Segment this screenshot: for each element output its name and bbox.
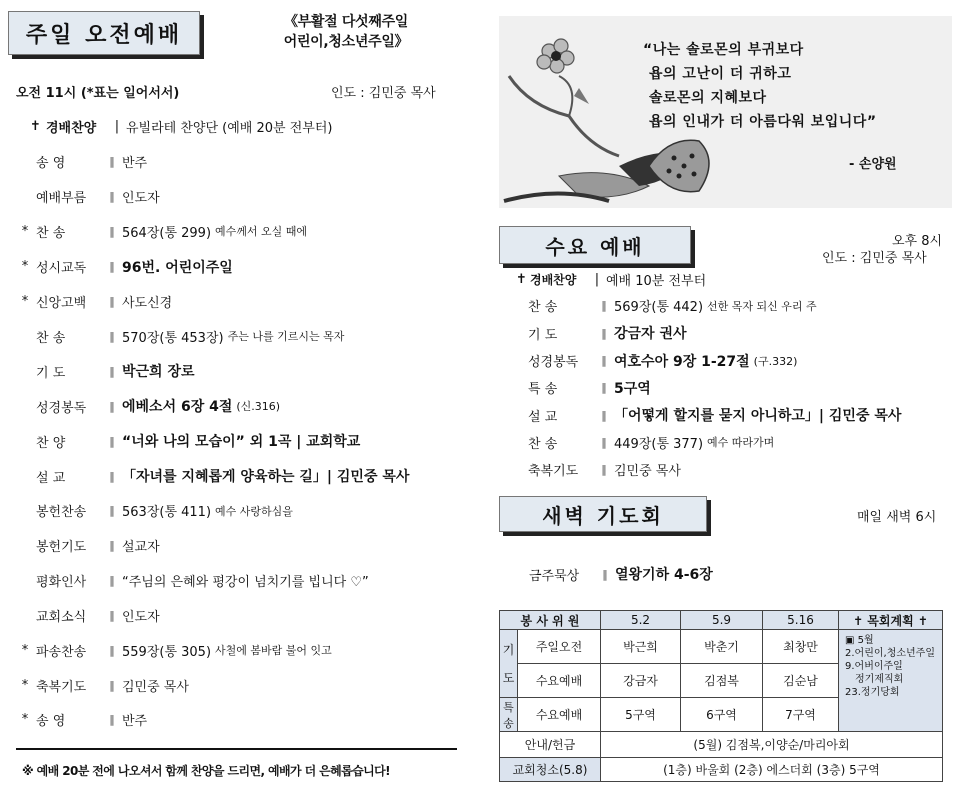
quote-line-4: 욥의 인내가 더 아름다워 보입니다” — [649, 114, 877, 130]
row-separator: ‖ — [602, 567, 608, 581]
wednesday-row-value: 「어떻게 할지를 묻지 아니하고」| 김민중 목사 — [614, 408, 902, 425]
worship-row-value: 인도자 — [122, 609, 160, 625]
plan-item: 23.정기당회 — [845, 687, 900, 698]
row-separator: ‖ — [601, 381, 607, 395]
row-separator: ‖ — [109, 329, 115, 343]
worship-row-label: 기 도 — [36, 365, 66, 381]
row-separator: ‖ — [601, 435, 607, 449]
weekly-meditation-row — [529, 564, 713, 584]
worship-row-value: “주님의 은혜와 평강이 넘치기를 빕니다 ♡” — [122, 574, 369, 590]
worship-row — [18, 710, 151, 729]
wednesday-row — [528, 296, 817, 315]
row-separator: ‖ — [109, 224, 115, 238]
cleaning-label: 교회청소(5.8) — [500, 758, 601, 782]
wednesday-row-label: 축복기도 — [528, 463, 579, 479]
table-header-row — [500, 611, 943, 630]
wednesday-row-value: 569장(통 442) — [614, 300, 704, 315]
table-cell: 6구역 — [681, 698, 763, 732]
worship-row-value: 563장(통 411) — [122, 505, 212, 520]
standing-marker: * — [21, 293, 29, 309]
worship-row-label: 송 영 — [36, 156, 66, 171]
worship-row-label: 축복기도 — [36, 679, 87, 695]
subtitle-line-1: 《부활절 다섯째주일 — [283, 14, 409, 30]
row-separator: ‖ — [109, 469, 115, 483]
worship-row — [18, 606, 164, 625]
table-cell: 강금자 — [601, 664, 681, 698]
row-separator: ‖ — [109, 643, 115, 657]
cross-icon: ✝ — [30, 119, 41, 134]
guide-value: (5월) 김점복,이양순/마리아회 — [601, 732, 943, 758]
worship-row-label: 성경봉독 — [36, 400, 87, 416]
service-subtitle — [256, 12, 436, 52]
quote-box — [499, 16, 952, 208]
plan-item: 9.어버이주일 — [845, 661, 903, 672]
table-header-cell: 5.2 — [601, 611, 681, 630]
row-separator: ‖ — [109, 538, 115, 552]
special-song-group-label: 특송 — [500, 698, 518, 732]
wednesday-row-note: 예수 따라가며 — [707, 436, 775, 449]
row-separator: ‖ — [109, 364, 115, 378]
standing-marker: * — [21, 712, 29, 728]
worship-row-label: 성시교독 — [36, 261, 87, 277]
row-separator: ‖ — [601, 326, 607, 340]
row-separator: ‖ — [109, 678, 115, 692]
wednesday-row-label: 특 송 — [528, 382, 558, 398]
quote-author: - 손양원 — [849, 157, 897, 172]
worship-row-label: 송 영 — [36, 714, 66, 730]
guide-label: 안내/헌금 — [500, 732, 601, 758]
worship-row-label: 봉헌찬송 — [36, 505, 87, 520]
cross-icon: ✝ — [516, 272, 527, 287]
worship-row-label: 교회소식 — [36, 609, 87, 625]
worship-row — [18, 257, 237, 277]
worship-row-label: 신앙고백 — [36, 295, 87, 311]
table-header-cell: 5.9 — [681, 611, 763, 630]
worship-row-value: 564장(통 299) — [122, 225, 212, 241]
worship-row — [18, 536, 164, 555]
standing-marker: * — [21, 642, 29, 658]
cleaning-value: (1층) 바울회 (2층) 에스더회 (3층) 5구역 — [601, 758, 943, 782]
wednesday-opening-label: 경배찬양 — [530, 273, 577, 287]
plan-item: 정기제직회 — [855, 674, 904, 685]
wednesday-row-label: 기 도 — [528, 327, 558, 343]
wednesday-row — [528, 323, 691, 343]
plan-item: ▣ 5월 — [845, 635, 874, 646]
worship-row-label: 파송찬송 — [36, 644, 87, 660]
row-separator: ‖ — [601, 299, 607, 312]
table-cell: 박근희 — [601, 630, 681, 664]
table-row — [500, 732, 943, 758]
worship-row — [18, 571, 373, 590]
wednesday-row-value: 5구역 — [614, 380, 651, 397]
standing-marker: * — [21, 677, 29, 693]
dawn-prayer-title: 새벽 기도회 — [499, 496, 707, 532]
footer-note: ※ 예배 20분 전에 나오셔서 함께 찬양을 드리면, 예배가 더 은혜롭습니다! — [22, 764, 390, 778]
quote-text — [643, 38, 877, 134]
worship-row — [18, 152, 151, 171]
table-header-cell: 봉 사 위 원 — [500, 611, 601, 630]
worship-row-note: 사철에 봄바람 불어 잇고 — [215, 644, 332, 658]
wednesday-row — [528, 378, 655, 398]
subtitle-line-2: 어린이,청소년주일》 — [283, 34, 409, 50]
worship-row-value: “너와 나의 모습이” 외 1곡 | 교회학교 — [122, 434, 361, 451]
worship-row-note: 예수 사랑하심을 — [215, 504, 293, 518]
wednesday-leader: 인도 : 김민중 목사 — [822, 251, 927, 266]
standing-marker: * — [21, 223, 29, 239]
worship-row-value: 570장(통 453장) — [122, 330, 224, 346]
worship-row — [18, 431, 364, 451]
row-separator: ‖ — [601, 354, 607, 368]
wednesday-row-label: 설 교 — [528, 409, 558, 425]
worship-row — [18, 361, 199, 381]
worship-row-value: 96번. 어린이주일 — [122, 259, 233, 276]
worship-row-value: 설교자 — [122, 539, 160, 555]
dawn-prayer-time: 매일 새벽 6시 — [857, 510, 937, 525]
row-separator: ‖ — [601, 462, 607, 476]
wednesday-row-note: (구.332) — [753, 354, 798, 368]
worship-row-value: 김민중 목사 — [122, 679, 189, 695]
row-separator: ‖ — [109, 434, 115, 448]
wednesday-row-value: 여호수아 9장 1-27절 — [614, 353, 750, 370]
table-cell: 7구역 — [763, 698, 839, 732]
worship-row-value: 에베소서 6장 4절 — [122, 399, 233, 416]
worship-row — [18, 327, 344, 346]
worship-row-label: 설 교 — [36, 470, 66, 486]
table-header-cell: 5.16 — [763, 611, 839, 630]
worship-row-label: 예배부름 — [36, 190, 87, 206]
worship-row — [18, 187, 164, 206]
wednesday-row-value: 강금자 권사 — [614, 326, 687, 343]
table-header-cell: ✝ 목회계획 ✝ — [839, 611, 943, 630]
row-separator: | — [114, 119, 120, 134]
worship-row-note: (신.316) — [236, 400, 281, 414]
worship-row-value: 인도자 — [122, 190, 160, 206]
service-team-table — [499, 610, 943, 782]
table-row — [500, 758, 943, 782]
footer-divider — [16, 748, 457, 750]
row-separator: ‖ — [109, 573, 115, 587]
table-cell: 김순남 — [763, 664, 839, 698]
wednesday-row-note: 선한 목자 되신 우리 주 — [707, 299, 817, 313]
wednesday-row — [528, 405, 905, 425]
worship-row-note: 예수께서 오실 때에 — [215, 225, 308, 239]
service-time: 오전 11시 (*표는 일어서서) — [16, 86, 180, 101]
plan-item: 2.어린이,청소년주일 — [845, 648, 935, 659]
worship-row-value: 반주 — [122, 156, 148, 171]
wednesday-row-label: 성경봉독 — [528, 355, 579, 371]
quote-line-3: 솔로몬의 지혜보다 — [649, 90, 767, 106]
quote-line-2: 욥의 고난이 더 귀하고 — [649, 66, 792, 82]
worship-row-value: 사도신경 — [122, 295, 173, 311]
worship-row — [18, 676, 193, 695]
wednesday-opening-value: 예배 10분 전부터 — [606, 274, 707, 289]
table-row-label: 수요예배 — [518, 698, 601, 732]
worship-row — [18, 222, 307, 241]
wednesday-opening-row — [516, 270, 706, 289]
worship-row-label: 봉헌기도 — [36, 539, 87, 555]
worship-row-value: 559장(통 305) — [122, 644, 212, 660]
table-row — [500, 630, 943, 664]
wednesday-time: 오후 8시 — [892, 234, 943, 249]
row-separator: ‖ — [109, 504, 115, 517]
row-separator: ‖ — [109, 260, 115, 274]
quote-line-1: “나는 솔로몬의 부귀보다 — [643, 42, 804, 58]
wednesday-row-value: 김민중 목사 — [614, 463, 681, 479]
wednesday-row-label: 찬 송 — [528, 436, 558, 452]
table-cell: 5구역 — [601, 698, 681, 732]
table-cell: 박춘기 — [681, 630, 763, 664]
worship-row — [18, 292, 176, 311]
sunday-service-title: 주일 오전예배 — [8, 11, 200, 55]
worship-row — [18, 641, 332, 660]
worship-row-label: 평화인사 — [36, 574, 87, 590]
table-row-label: 수요예배 — [518, 664, 601, 698]
worship-row-value: 「자녀를 지혜롭게 양육하는 길」| 김민중 목사 — [122, 469, 410, 486]
table-cell: 김점복 — [681, 664, 763, 698]
row-separator: ‖ — [109, 294, 115, 308]
wednesday-row — [528, 433, 774, 452]
opening-praise-row — [30, 117, 332, 136]
row-separator: ‖ — [109, 155, 115, 168]
worship-row-label: 찬 송 — [36, 225, 66, 241]
worship-row — [18, 466, 413, 486]
opening-praise-label: 경배찬양 — [46, 121, 97, 136]
worship-row-label: 찬 송 — [36, 330, 66, 346]
row-separator: ‖ — [109, 608, 115, 622]
row-separator: ‖ — [601, 408, 607, 422]
row-separator: ‖ — [109, 713, 115, 727]
table-cell: 최창만 — [763, 630, 839, 664]
ministry-plan — [839, 630, 943, 732]
wednesday-service-title: 수요 예배 — [499, 226, 691, 264]
worship-row-label: 찬 양 — [36, 435, 66, 451]
worship-row — [18, 396, 280, 416]
row-separator: ‖ — [109, 189, 115, 203]
row-separator: ‖ — [109, 399, 115, 413]
prayer-group-label: 기도 — [500, 630, 518, 698]
weekly-meditation-value: 열왕기하 4-6장 — [615, 567, 713, 583]
wednesday-row — [528, 351, 797, 371]
worship-row-value: 박근희 장로 — [122, 364, 195, 381]
table-row-label: 주일오전 — [518, 630, 601, 664]
opening-praise-value: 유빌라테 찬양단 (예배 20분 전부터) — [126, 121, 333, 136]
wednesday-row — [528, 460, 685, 479]
wednesday-row-value: 449장(통 377) — [614, 436, 704, 452]
wednesday-row-label: 찬 송 — [528, 300, 558, 315]
row-separator: | — [594, 272, 600, 287]
standing-marker: * — [21, 259, 29, 275]
worship-row-value: 반주 — [122, 714, 148, 730]
service-leader: 인도 : 김민중 목사 — [331, 86, 436, 101]
weekly-meditation-label: 금주묵상 — [529, 568, 580, 584]
worship-row — [18, 501, 293, 520]
worship-row-note: 주는 나를 기르시는 목자 — [227, 330, 345, 343]
